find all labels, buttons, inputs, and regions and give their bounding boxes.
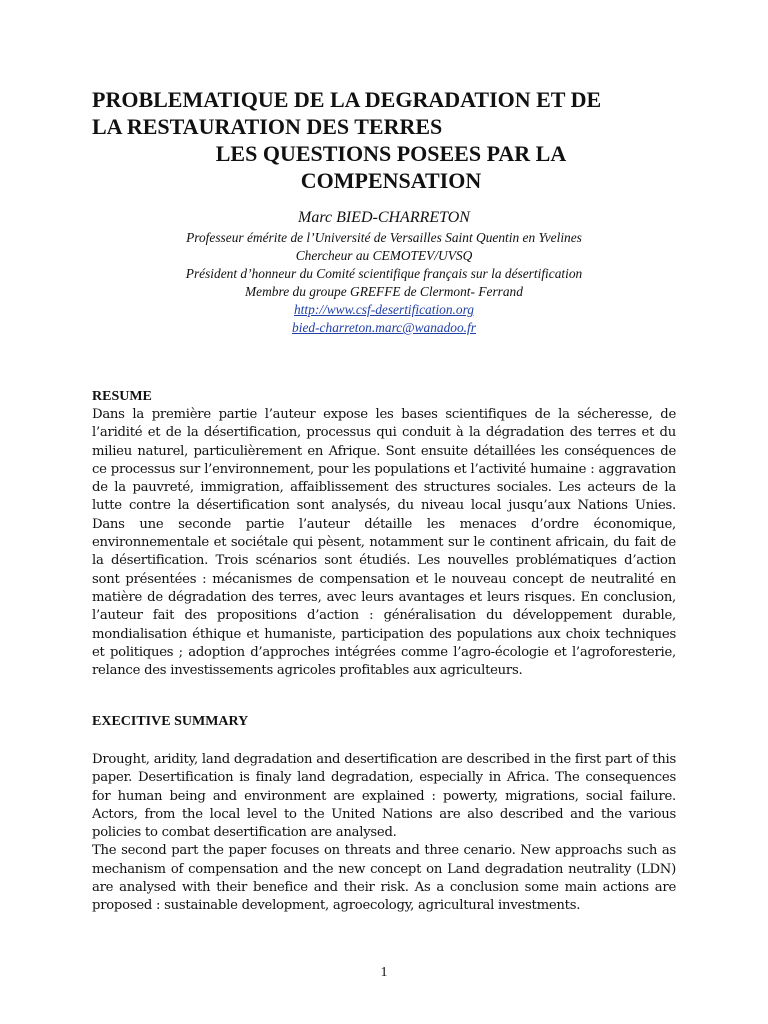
resume-heading: RESUME <box>92 389 152 404</box>
summary-section <box>92 713 676 916</box>
title-line-2: LA RESTAURATION DES TERRES <box>92 114 443 139</box>
subtitle-line-1: LES QUESTIONS POSEES PAR LA <box>215 141 567 166</box>
subtitle-line-2: COMPENSATION <box>300 168 482 193</box>
author-name: Marc BIED-CHARRETON <box>298 209 470 226</box>
document-title <box>92 86 682 194</box>
affiliation-4: Membre du groupe GREFFE de Clermont- Ferrand <box>245 284 523 299</box>
author-block <box>92 207 676 337</box>
website-link[interactable]: http://www.csf-desertification.org <box>293 302 475 317</box>
affiliation-2: Chercheur au CEMOTEV/UVSQ <box>295 248 473 263</box>
email-link[interactable]: bied-charreton.marc@wanadoo.fr <box>292 320 476 335</box>
summary-heading: EXECITIVE SUMMARY <box>92 714 249 729</box>
page-number: 1 <box>380 965 388 980</box>
resume-section <box>92 388 676 680</box>
title-line-1: PROBLEMATIQUE DE LA DEGRADATION ET DE <box>92 87 602 112</box>
affiliation-3: Président d’honneur du Comité scientifique français sur la désertification <box>185 266 583 281</box>
summary-paragraph-1: Drought, aridity, land degradation and desertification are described in the first part of this paper. Desertification is finaly land degradation, especially in Africa. The consequences for human being and environment are explained : powerty, migrations, social failure. Actors, from the local level to the United Nations are also described and the various policies to combat desertification are analysed. <box>92 752 676 841</box>
summary-paragraph-2: The second part the paper focuses on threats and three cenario. New approachs such as mechanism of compensation and the new concept on Land degradation neutrality (LDN) are analysed with their benefice and their risk. As a conclusion some main actions are proposed : sustainable development, agroecology, agricultural investments. <box>92 843 676 914</box>
affiliation-1: Professeur émérite de l’Université de Versailles Saint Quentin en Yvelines <box>186 230 582 245</box>
resume-text: Dans la première partie l’auteur expose les bases scientifiques de la sécheresse, de l’aridité et de la désertification, processus qui conduit à la dégradation des terres et du milieu naturel, particulièrement en Afrique. Sont ensuite détaillées les conséquences de ce processus sur l’environnement, pour les populations et l’activité humaine : aggravation de la pauvreté, immigration, affaiblissement des structures sociales. Les acteurs de la lutte contre la désertification sont analysés, du niveau local jusqu’aux Nations Unies. Dans une seconde partie l’auteur détaille les menaces d’ordre économique, environnementale et sociétale qui pèsent, notamment sur le continent africain, du fait de la désertification. Trois scénarios sont étudiés. Les nouvelles problématiques d’action sont présentées : mécanismes de compensation et le nouveau concept de neutralité en matière de dégradation des terres, avec leurs avantages et leurs risques. En conclusion, l’auteur fait des propositions d’action : généralisation du développement durable, mondialisation éthique et humaniste, participation des populations aux choix techniques et politiques ; adoption d’approches intégrées comme l’agro-écologie et l’agroforesterie, relance des investissements agricoles profitables aux agriculteurs. <box>92 407 676 679</box>
